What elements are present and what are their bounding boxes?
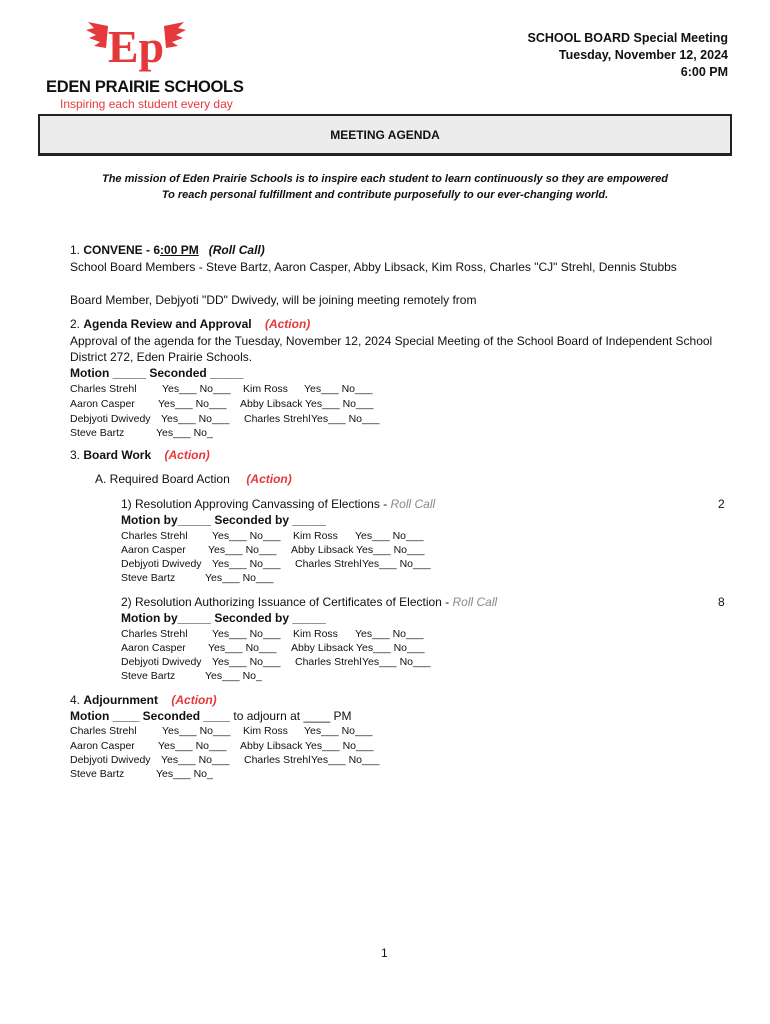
vote-blank: Yes___ No___ [305,740,374,752]
agenda-review-text-2: District 272, Eden Prairie Schools. [70,350,253,364]
page-reference: 2 [718,497,725,511]
convene-time: :00 PM [160,243,199,257]
vote-blank: Yes___ No_ [156,427,213,439]
vote-blank: Yes___ No___ [158,398,227,410]
convene-heading [70,243,265,258]
vote-name: Charles Strehl [121,628,188,640]
page-reference: 8 [718,595,725,609]
vote-name: Abby Libsack [240,398,303,410]
convene-number: 1. [70,243,84,257]
vote-blank: Yes___ No___ [212,656,281,668]
vote-name: Debjyoti Dwivedy [121,656,202,668]
agenda-title: MEETING AGENDA [330,127,440,142]
board-work-heading [70,448,210,463]
vote-blank: Yes___ No___ [362,656,431,668]
school-logo [46,18,244,112]
page-number: 1 [381,946,388,960]
board-work-action: (Action) [164,448,210,462]
vote-name: Steve Bartz [121,572,176,584]
agenda-review-action: (Action) [264,317,311,331]
agenda-review-text-1: Approval of the agenda for the Tuesday, November 12, 2024 Special Meeting of the School Board of Independent School [70,334,713,348]
vote-name: Steve Bartz [121,670,176,682]
vote-name: Aaron Casper [121,642,186,654]
vote-name: Charles Strehl [295,656,362,668]
adjournment-number: 4. [70,693,84,707]
adjournment-title: Adjournment [83,693,159,707]
vote-name: Steve Bartz [70,427,125,439]
required-board-action-title: A. Required Board Action [95,472,230,486]
vote-name: Abby Libsack [240,740,303,752]
vote-blank: Yes___ No___ [355,530,424,542]
roll-call-label: Roll Call [390,497,436,511]
adjournment-heading [70,693,217,708]
vote-blank: Yes___ No___ [212,628,281,640]
vote-blank: Yes___ No___ [208,544,277,556]
vote-blank: Yes___ No___ [212,530,281,542]
agenda-review-motion: Motion _____ Seconded _____ [70,366,244,380]
adjournment-motion-text: Motion ____ Seconded ____ [70,709,231,723]
vote-name: Kim Ross [243,383,288,395]
vote-blank: Yes___ No___ [205,572,274,584]
vote-name: Charles Strehl [244,754,311,766]
vote-blank: Yes___ No___ [355,628,424,640]
vote-name: Aaron Casper [121,544,186,556]
vote-blank: Yes___ No___ [304,383,373,395]
vote-blank: Yes___ No___ [161,754,230,766]
logo-letters: Ep [107,21,165,72]
convene-members: School Board Members - Steve Bartz, Aaron Casper, Abby Libsack, Kim Ross, Charles "CJ" Strehl, Dennis Stubbs [70,260,677,274]
agenda-review-heading [70,317,310,332]
vote-blank: Yes___ No___ [305,398,374,410]
vote-name: Kim Ross [293,628,338,640]
vote-blank: Yes___ No___ [162,725,231,737]
meeting-date: Tuesday, November 12, 2024 [558,48,728,62]
vote-blank: Yes___ No___ [162,383,231,395]
roll-call-label: Roll Call [452,595,498,609]
mission-line-2: To reach personal fulfillment and contribute purposefully to our ever-changing world. [161,189,609,201]
vote-name: Abby Libsack [291,642,354,654]
meeting-title: SCHOOL BOARD Special Meeting [527,31,728,45]
logo-tagline: Inspiring each student every day [60,97,233,111]
vote-name: Charles Strehl [70,383,137,395]
agenda-title-box [38,114,732,156]
resolution-title-text: 1) Resolution Approving Canvassing of Elections - [121,497,391,511]
vote-blank: Yes___ No___ [311,413,380,425]
resolution-motion: Motion by_____ Seconded by _____ [121,611,326,625]
vote-blank: Yes___ No_ [205,670,262,682]
convene-remote-note: Board Member, Debjyoti "DD" Dwivedy, will be joining meeting remotely from [70,293,477,307]
vote-name: Charles Strehl [295,558,362,570]
vote-blank: Yes___ No___ [356,642,425,654]
agenda-review-title: Agenda Review and Approval [83,317,252,331]
meeting-time: 6:00 PM [680,65,728,79]
agenda-review-number: 2. [70,317,84,331]
adjournment-motion [70,709,351,724]
vote-name: Debjyoti Dwivedy [70,754,151,766]
vote-name: Kim Ross [243,725,288,737]
winged-ep-logo-icon [86,18,186,76]
vote-name: Charles Strehl [121,530,188,542]
adjournment-time-text: to adjourn at ____ PM [230,709,352,723]
vote-name: Aaron Casper [70,740,135,752]
vote-blank: Yes___ No___ [158,740,227,752]
vote-name: Debjyoti Dwivedy [70,413,151,425]
adjournment-action: (Action) [171,693,217,707]
vote-blank: Yes___ No___ [212,558,281,570]
vote-blank: Yes___ No___ [362,558,431,570]
vote-name: Charles Strehl [244,413,311,425]
vote-blank: Yes___ No___ [208,642,277,654]
vote-name: Charles Strehl [70,725,137,737]
resolution-title-text: 2) Resolution Authorizing Issuance of Certificates of Election - [121,595,453,609]
convene-title: CONVENE - 6 [83,243,161,257]
required-board-action-heading [95,472,292,487]
board-work-title: Board Work [83,448,152,462]
logo-school-name: EDEN PRAIRIE SCHOOLS [46,78,244,96]
required-board-action-label: (Action) [246,472,292,486]
mission-line-1: The mission of Eden Prairie Schools is to inspire each student to learn continuously so they are empowered [101,173,669,185]
vote-name: Steve Bartz [70,768,125,780]
resolution-certificates-title [121,595,497,610]
vote-name: Aaron Casper [70,398,135,410]
resolution-canvassing-title [121,497,435,512]
vote-blank: Yes___ No___ [161,413,230,425]
vote-blank: Yes___ No___ [356,544,425,556]
board-work-number: 3. [70,448,84,462]
vote-blank: Yes___ No_ [156,768,213,780]
vote-name: Kim Ross [293,530,338,542]
resolution-motion: Motion by_____ Seconded by _____ [121,513,326,527]
meeting-info [528,30,729,81]
vote-blank: Yes___ No___ [311,754,380,766]
vote-name: Abby Libsack [291,544,354,556]
vote-blank: Yes___ No___ [304,725,373,737]
vote-name: Debjyoti Dwivedy [121,558,202,570]
convene-roll-call: (Roll Call) [208,243,265,257]
